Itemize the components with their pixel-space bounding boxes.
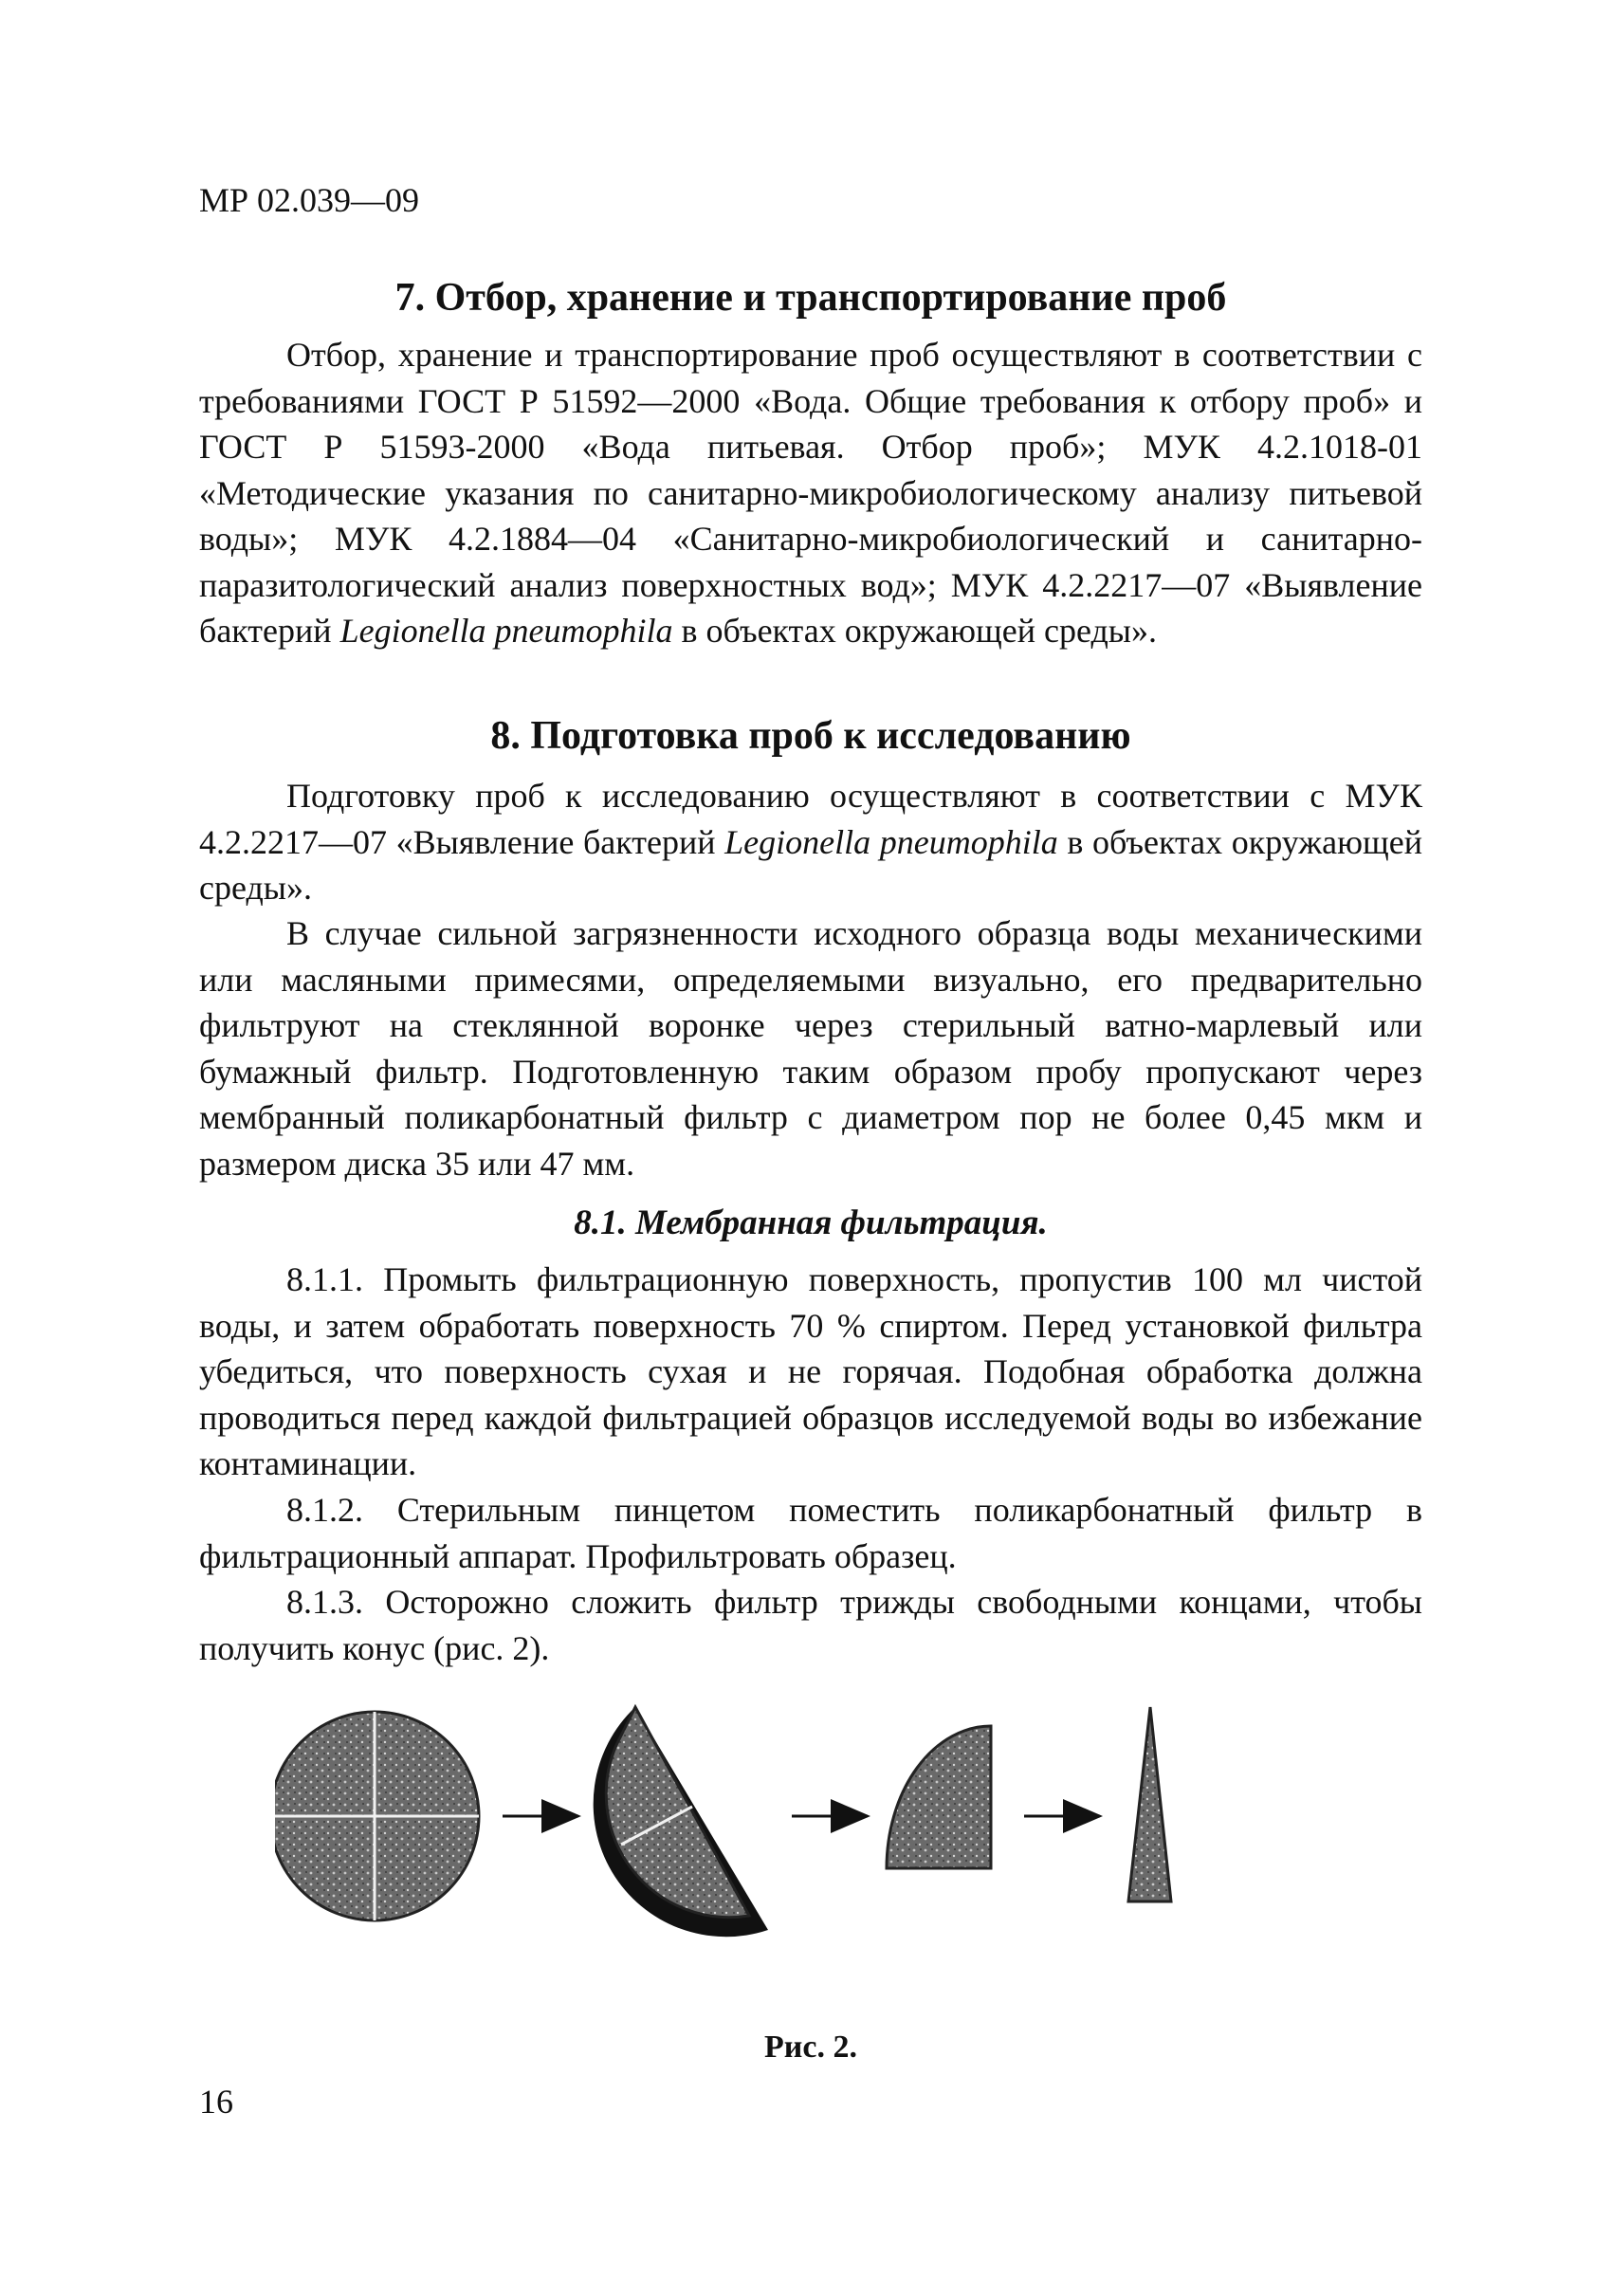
- paragraph-8-1-3: [199, 1579, 1422, 1671]
- section-7-paragraph: [199, 332, 1422, 654]
- quarter-fold-icon: [887, 1726, 991, 1868]
- section-7-text-a: Отбор, хранение и транспортирование проб осуществляют в соответствии с требованиями ГОСТ Р 51592—2000 «Вода. Общие требования к отбору проб» и ГОСТ Р 51593-2000 «Вода питьевая. Отбор проб»; МУК 4.2.1018-01 «Методические указания по санитарно-микробиологическому анализу питьевой воды»; МУК 4.2.1884—04 «Санитарно-микробиологический и санитарно-паразитологический анализ поверхностных вод»; МУК 4.2.2217—07 «Выявление бактерий: [199, 336, 1422, 650]
- paragraph-8-1-2-text: 8.1.2. Стерильным пинцетом поместить поликарбонатный фильтр в фильтрационный аппарат. Профильтровать образец.: [199, 1491, 1422, 1575]
- section-8-p2-text: В случае сильной загрязненности исходного образца воды механическими или масляными примесями, определяемыми визуально, его предварительно фильтруют на стеклянной воронке через стерильный ватно-марлевый или бумажный фильтр. Подготовленную таким образом пробу пропускают через мембранный поликарбонатный фильтр с диаметром пор не более 0,45 мкм и размером диска 35 или 47 мм.: [199, 914, 1422, 1183]
- section-8-1-title: 8.1. Мембранная фильтрация.: [574, 1203, 1048, 1242]
- section-8-paragraph-2: [199, 910, 1422, 1186]
- section-8-title: 8. Подготовка проб к исследованию: [490, 714, 1131, 758]
- figure-caption: Рис. 2.: [764, 2030, 857, 2065]
- page-number: 16: [199, 2083, 233, 2121]
- paragraph-8-1-3-text: 8.1.3. Осторожно сложить фильтр трижды свободными концами, чтобы получить конус (рис. 2).: [199, 1583, 1422, 1667]
- document-code: МР 02.039—09: [199, 181, 420, 219]
- paragraph-8-1-1: [199, 1257, 1422, 1487]
- half-fold-icon: [594, 1707, 768, 1937]
- filter-folding-figure: [275, 1688, 1365, 2001]
- paragraph-8-1-2: [199, 1487, 1422, 1579]
- section-8-text-a: Подготовку проб к исследованию осуществляют в соответствии с МУК 4.2.2217—07 «Выявление бактерий: [199, 777, 1422, 861]
- section-8-text-b: в объектах окружающей среды».: [199, 822, 1423, 907]
- section-8-italic: Legionella pneumophila: [724, 822, 1058, 861]
- cone-icon: [1128, 1707, 1171, 1901]
- section-8-paragraph-1: [199, 773, 1422, 911]
- section-7-italic: Legionella pneumophila: [339, 612, 673, 650]
- paragraph-8-1-1-text: 8.1.1. Промыть фильтрационную поверхность, пропустив 100 мл чистой воды, и затем обработать поверхность 70 % спиртом. Перед установкой фильтра убедиться, что поверхность сухая и не горячая. Подобная обработка должна проводиться перед каждой фильтрацией образцов исследуемой воды во избежание контаминации.: [199, 1260, 1422, 1482]
- section-7-text-b: в объектах окружающей среды».: [672, 612, 1157, 650]
- filter-disc-icon: [275, 1712, 479, 1920]
- section-7-title: 7. Отбор, хранение и транспортирование проб: [394, 276, 1227, 320]
